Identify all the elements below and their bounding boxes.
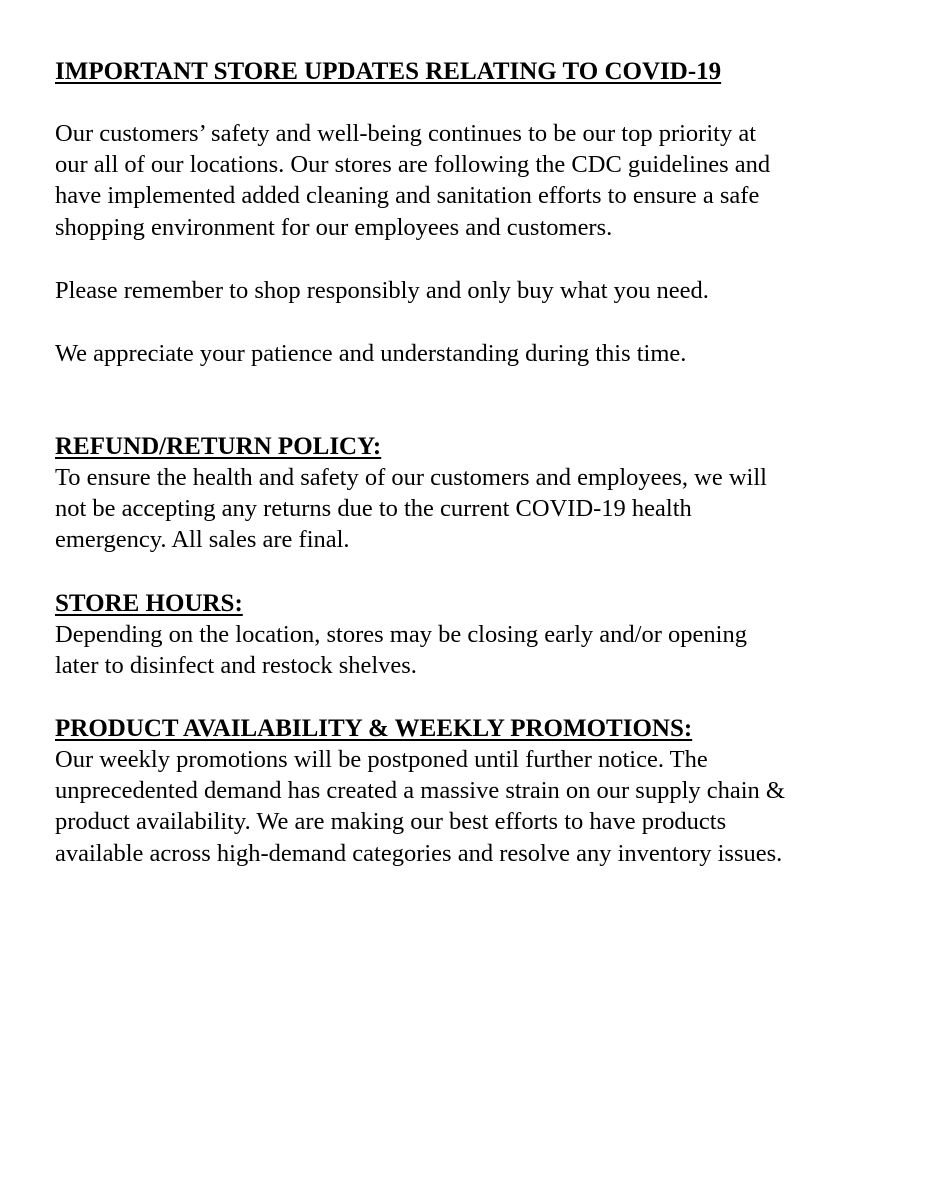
section-line: later to disinfect and restock shelves. [55,652,417,680]
section-line: Depending on the location, stores may be closing early and/or opening [55,621,747,648]
section-heading-refund: REFUND/RETURN POLICY: [55,433,382,460]
intro-line: shopping environment for our employees and customers. [55,213,613,241]
intro-line: have implemented added cleaning and sanitation efforts to ensure a safe [55,182,760,210]
section-line: unprecedented demand has created a massive strain on our supply chain & [55,777,785,805]
section-line: product availability. We are making our best efforts to have products [55,808,727,836]
section-heading-store-hours: STORE HOURS: [55,590,243,617]
section-line: available across high-demand categories and resolve any inventory issues. [55,839,783,867]
section-line: To ensure the health and safety of our customers and employees, we will [55,464,767,491]
section-heading-product-availability: PRODUCT AVAILABILITY & WEEKLY PROMOTIONS: [55,715,693,742]
refund-policy-section [55,431,885,556]
reminder-text: Please remember to shop responsibly and only buy what you need. [55,277,709,304]
section-line: Our weekly promotions will be postponed until further notice. The [55,746,708,773]
product-availability-section [55,713,885,869]
main-title-block [55,56,885,87]
reminder-paragraph [55,275,885,306]
intro-line: our all of our locations. Our stores are following the CDC guidelines and [55,151,771,179]
section-line: not be accepting any returns due to the current COVID-19 health [55,495,692,523]
intro-paragraph [55,118,885,243]
section-line: emergency. All sales are final. [55,526,350,554]
main-title: IMPORTANT STORE UPDATES RELATING TO COVID-19 [55,58,722,85]
appreciation-paragraph [55,338,885,369]
store-hours-section [55,588,885,681]
intro-line: Our customers’ safety and well-being continues to be our top priority at [55,120,757,147]
appreciation-text: We appreciate your patience and understanding during this time. [55,340,687,367]
